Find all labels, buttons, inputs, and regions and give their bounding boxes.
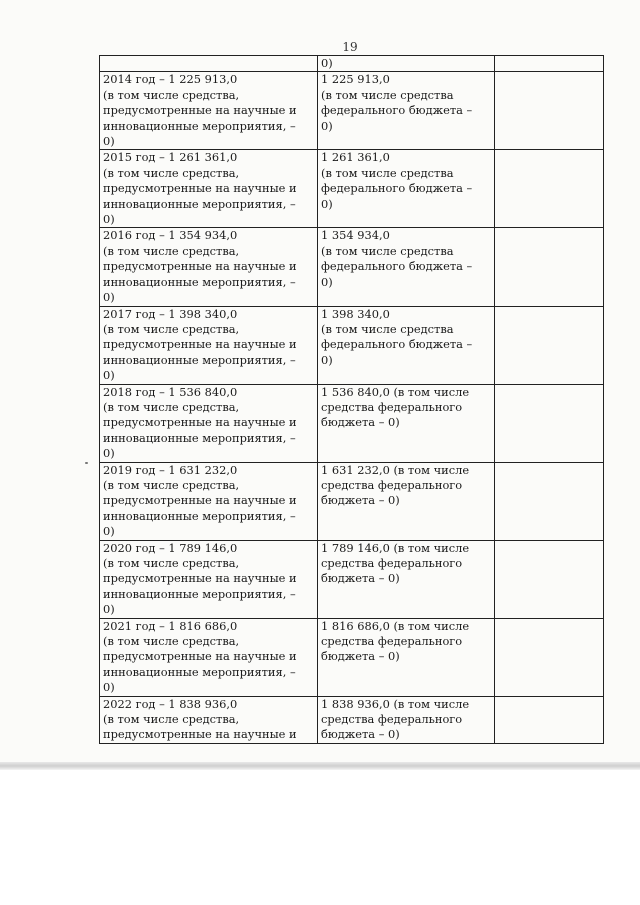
- page-number: 19: [342, 40, 358, 54]
- table-cell-federal: 1 261 361,0 (в том числе средства федерального бюджета – 0): [318, 150, 495, 228]
- table-cell-empty: [495, 56, 604, 72]
- table-cell-year-total: 2015 год – 1 261 361,0 (в том числе средства, предусмотренные на научные и инновационные мероприятия, – 0): [100, 150, 318, 228]
- table-cell-other: [495, 696, 604, 743]
- table-cell-federal: 1 225 913,0 (в том числе средства федерального бюджета – 0): [318, 72, 495, 150]
- table-row: [100, 384, 604, 462]
- table-row-continuation: [100, 56, 604, 72]
- table-cell-federal: 1 631 232,0 (в том числе средства федерального бюджета – 0): [318, 462, 495, 540]
- table-row: [100, 540, 604, 618]
- table-cell-other: [495, 384, 604, 462]
- table-cell-federal: 1 816 686,0 (в том числе средства федерального бюджета – 0): [318, 618, 495, 696]
- table-row: [100, 618, 604, 696]
- table-cell-other: [495, 462, 604, 540]
- table-cell-continuation: 0): [318, 56, 495, 72]
- table-cell-year-total: 2022 год – 1 838 936,0 (в том числе средства, предусмотренные на научные и: [100, 696, 318, 743]
- table-cell-federal: 1 789 146,0 (в том числе средства федерального бюджета – 0): [318, 540, 495, 618]
- table-cell-year-total: 2019 год – 1 631 232,0 (в том числе средства, предусмотренные на научные и инновационные мероприятия, – 0): [100, 462, 318, 540]
- table-cell-year-total: 2018 год – 1 536 840,0 (в том числе средства, предусмотренные на научные и инновационные мероприятия, – 0): [100, 384, 318, 462]
- table-cell-empty: [100, 56, 318, 72]
- table-row: [100, 228, 604, 306]
- table-cell-other: [495, 72, 604, 150]
- table-cell-year-total: 2020 год – 1 789 146,0 (в том числе средства, предусмотренные на научные и инновационные мероприятия, – 0): [100, 540, 318, 618]
- table-cell-federal: 1 354 934,0 (в том числе средства федерального бюджета – 0): [318, 228, 495, 306]
- table-row: [100, 150, 604, 228]
- table-cell-year-total: 2021 год – 1 816 686,0 (в том числе средства, предусмотренные на научные и инновационные мероприятия, – 0): [100, 618, 318, 696]
- table-cell-other: [495, 540, 604, 618]
- table-cell-federal: 1 838 936,0 (в том числе средства федерального бюджета – 0): [318, 696, 495, 743]
- table-row: [100, 306, 604, 384]
- table-cell-federal: 1 398 340,0 (в том числе средства федерального бюджета – 0): [318, 306, 495, 384]
- scan-speck: [85, 462, 88, 464]
- table-cell-year-total: 2017 год – 1 398 340,0 (в том числе средства, предусмотренные на научные и инновационные мероприятия, – 0): [100, 306, 318, 384]
- table-cell-other: [495, 228, 604, 306]
- table-row: [100, 696, 604, 743]
- budget-table: [99, 55, 604, 744]
- table-cell-year-total: 2016 год – 1 354 934,0 (в том числе средства, предусмотренные на научные и инновационные мероприятия, – 0): [100, 228, 318, 306]
- table-cell-other: [495, 306, 604, 384]
- table-cell-other: [495, 150, 604, 228]
- scan-edge-band: [0, 762, 640, 770]
- table-row: [100, 72, 604, 150]
- table-cell-federal: 1 536 840,0 (в том числе средства федерального бюджета – 0): [318, 384, 495, 462]
- table-cell-other: [495, 618, 604, 696]
- table-row: [100, 462, 604, 540]
- table-cell-year-total: 2014 год – 1 225 913,0 (в том числе средства, предусмотренные на научные и инновационные мероприятия, – 0): [100, 72, 318, 150]
